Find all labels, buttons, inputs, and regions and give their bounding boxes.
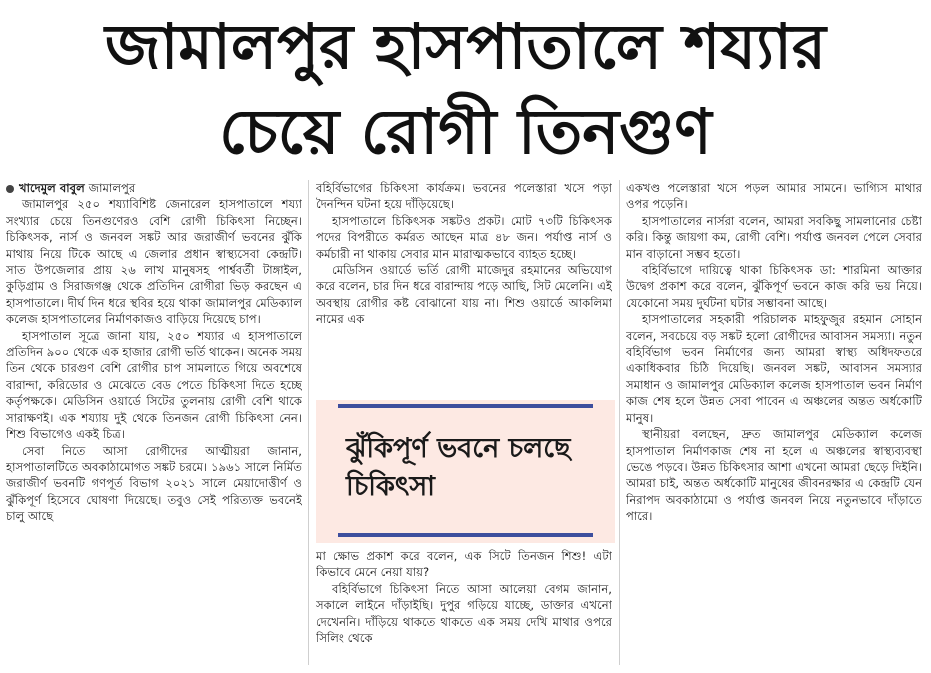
headline-line-1: জামালপুর হাসপাতালে শয্যার (104, 10, 827, 83)
article-column-2-lower (316, 548, 612, 669)
byline-place: জামালপুর (88, 181, 136, 195)
byline-author: খাদেমুল বাবুল (19, 181, 85, 195)
column-divider (619, 180, 620, 665)
paragraph: হাসপাতালে চিকিৎসক সঙ্কটও প্রকট। মোট ৭৩টি চিকিৎসক পদের বিপরীতে কর্মরত আছেন মাত্র ৪৮ জন। পর্যাপ্ত নার্স ও কর্মচারী না থাকায় সেবার মান মারাত্মকভাবে ব্যাহত হচ্ছে। (316, 213, 612, 261)
paragraph: স্থানীয়রা বলছেন, দ্রুত জামালপুর মেডিক্যাল কলেজ হাসপাতাল নির্মাণকাজ শেষ না হলে এ অঞ্চলের স্বাস্থ্যব্যবস্থা ভেঙে পড়বে। উন্নত চিকিৎসার আশা এখনো আমরা ছেড়ে দিইনি। আমরা চাই, অন্তত অর্ধকোটি মানুষের জীবনরক্ষার এ কেন্দ্রটি যেন নিরাপদ অবকাঠামো ও পর্যাপ্ত জনবল নিয়ে নতুনভাবে দাঁড়াতে পারে। (626, 427, 922, 524)
paragraph: হাসপাতালের সহকারী পরিচালক মাহফুজুর রহমান সোহান বলেন, সবচেয়ে বড় সঙ্কট হলো রোগীদের আবাসন সমস্যা। নতুন বহির্বিভাগ ভবন নির্মাণের জন্য আমরা স্বাস্থ্য অধিদফতরে একাধিকবার চিঠি দিয়েছি। জনবল সঙ্কট, আবাসন সমস্যার সমাধান ও জামালপুর মেডিক্যাল কলেজ হাসপাতাল ভবন নির্মাণ কাজ শেষ হলে উন্নত সেবা পাবেন এ অঞ্চলের অন্তত অর্ধকোটি মানুষ। (626, 312, 922, 425)
pullquote-text (346, 430, 596, 506)
paragraph: জামালপুর ২৫০ শয্যাবিশিষ্ট জেনারেল হাসপাতালে শয্যা সংখ্যার চেয়ে তিনগুণেরও বেশি রোগী চিকিৎসা নিচ্ছেন। চিকিৎসক, নার্স ও জনবল সঙ্কট আর জরাজীর্ণ ভবনের ঝুঁকি মাথায় নিয়ে টিকে আছে এ জেলার প্রধান স্বাস্থ্যসেবা কেন্দ্রটি। সাত উপজেলার প্রায় ২৬ লাখ মানুষসহ পার্শ্ববর্তী টাঙ্গাইল, কুড়িগ্রাম ও সিরাজগঞ্জ থেকে প্রতিদিন রোগীরা ভিড় করছেন এ হাসপাতালে। দীর্ঘ দিন ধরে স্থবির হয়ে থাকা জামালপুর মেডিক্যাল কলেজ হাসপাতালের নির্মাণকাজও বাড়িয়ে দিয়েছে চাপ। (6, 197, 302, 327)
paragraph: বহির্বিভাগের চিকিৎসা কার্যক্রম। ভবনের পলেস্তারা খসে পড়া দৈনন্দিন ঘটনা হয়ে দাঁড়িয়েছে। (316, 181, 612, 212)
paragraph: সেবা নিতে আসা রোগীদের আত্মীয়রা জানান, হাসপাতালটিতে অবকাঠামোগত সঙ্কট চরমে। ১৯৬১ সালে নির্মিত জরাজীর্ণ ভবনটি গণপূর্ত বিভাগ ২০২১ সালে মেয়াদোত্তীর্ণ ও ঝুঁকিপূর্ণ হিসেবে ঘোষণা দিয়েছে। তবুও সেই পরিত্যক্ত ভবনেই চালু আছে (6, 443, 302, 524)
pullquote-bottom-bar (338, 533, 593, 537)
paragraph: একখণ্ড পলেস্তারা খসে পড়ল আমার সামনে। ভাগ্যিস মাথার ওপর পড়েনি। (626, 181, 922, 212)
article-column-2-upper (316, 180, 612, 392)
article-column-3 (626, 180, 922, 669)
pullquote-line-2: চিকিৎসা (346, 471, 436, 502)
pullquote-line-1: ঝুঁকিপূর্ণ ভবনে চলছে (346, 433, 571, 464)
paragraph: বহির্বিভাগে চিকিৎসা নিতে আসা আলেয়া বেগম জানান, সকালে লাইনে দাঁড়াইছি। দুপুর গড়িয়ে যাচ্ছে, ডাক্তার এখনো দেখেননি। দাঁড়িয়ে থাকতে থাকতে এক সময় দেখি মাথার ওপরে সিলিং থেকে (316, 581, 612, 646)
pullquote-top-bar (338, 404, 593, 408)
paragraph: হাসপাতাল সূত্রে জানা যায়, ২৫০ শয্যার এ হাসপাতালে প্রতিদিন ৯০০ থেকে এক হাজার রোগী ভর্তি থাকেন। অনেক সময় তিন থেকে চারগুণ বেশি রোগীর চাপ সামলাতে গিয়ে অবশেষে বারান্দা, করিডোর ও মেঝেতে বেড পেতে চিকিৎসা দিতে হচ্ছে কর্তৃপক্ষকে। মেডিসিন ওয়ার্ডে সিটের তুলনায় রোগী বেশি থাকে সারাক্ষণই। এক শয্যায় দুই থেকে তিনজন রোগী চিকিৎসা নেন। শিশু বিভাগেও একই চিত্র। (6, 328, 302, 442)
column-divider (308, 180, 309, 665)
article-column-1 (6, 180, 302, 669)
pullquote-box (316, 400, 615, 543)
paragraph: বহির্বিভাগে দায়িত্বে থাকা চিকিৎসক ডা: শারমিনা আক্তার উদ্বেগ প্রকাশ করে বলেন, ঝুঁকিপূর্ণ ভবনে কাজ করি ভয় নিয়ে। যেকোনো সময় দুর্ঘটনা ঘটার সম্ভাবনা আছে। (626, 263, 922, 310)
byline (6, 180, 302, 196)
headline (0, 4, 931, 174)
headline-line-2: চেয়ে রোগী তিনগুণ (219, 95, 712, 168)
paragraph: হাসপাতালের নার্সরা বলেন, আমরা সবকিছু সামলানোর চেষ্টা করি। কিন্তু জায়গা কম, রোগী বেশি। পর্যাপ্ত জনবল পেলে সেবার মান বাড়ানো সম্ভব হতো। (626, 213, 922, 261)
bullet-icon (6, 185, 14, 193)
paragraph: মেডিসিন ওয়ার্ডে ভর্তি রোগী মাজেদুর রহমানের অভিযোগ করে বলেন, চার দিন ধরে বারান্দায় পড়ে আছি, সিট মেলেনি। এই অবস্থায় রোগীর কষ্ট বোঝানো যায় না। শিশু ওয়ার্ডে আকলিমা নামের এক (316, 263, 612, 327)
paragraph: মা ক্ষোভ প্রকাশ করে বলেন, এক সিটে তিনজন শিশু! এটা কিভাবে মেনে নেয়া যায়? (316, 549, 612, 580)
